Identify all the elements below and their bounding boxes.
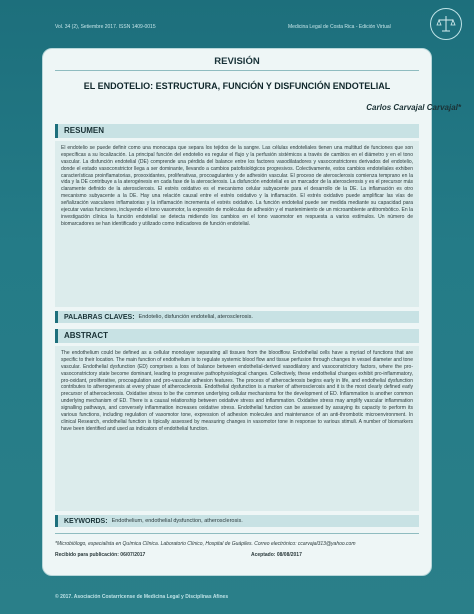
abstract-heading-band: [55, 329, 419, 343]
journal-issue: Vol. 34 (2), Setiembre 2017. ISSN 1409-0015: [55, 24, 156, 30]
abstract-heading: ABSTRACT: [64, 331, 108, 340]
justice-seal-icon: [430, 8, 462, 40]
resumen-heading-band: [55, 124, 419, 138]
journal-edition: Medicina Legal de Costa Rica - Edición Virtual: [288, 24, 391, 30]
divider: [55, 70, 419, 71]
abstract-block: [55, 346, 419, 511]
article-title: EL ENDOTELIO: ESTRUCTURA, FUNCIÓN Y DISFUNCIÓN ENDOTELIAL: [83, 81, 391, 91]
divider: [55, 533, 419, 534]
palabras-claves-label: PALABRAS CLAVES:: [64, 313, 135, 321]
palabras-claves-value: Endotelio, disfunción endotelial, aterosclerosis.: [138, 314, 253, 320]
resumen-text: El endotelio se puede definir como una monocapa que separa los tejidos de la sangre. Las células endoteliales tienen una multitud de funciones que son específicas a su localización. La principal función del endotelio es regular el flujo y la perfusión sistémicos a través de cambios en el diámetro y en el tono vascular. La disfunción endotelial (DE) comprende una pérdida del balance entre los factores vasodilatadores y vasoconstrictores derivados del endotelio, donde el estado vasoconstrictor llega a ser dominante, llevando a cambios patofisiológicos progresivos. Colectivamente, estos cambios endoteliales exhiben características proinflamatorias, proxoxidantes, proliferativas, procoagulantes y de adhesión vascular. El proceso de aterosclerosis comienza temprano en la vida y la DE contribuye a la aterogénesis en cada fase de la aterosclerosis. La disfunción endotelial es un marcador de la aterosclerosis y es el precursor más claramente definido de la aterosclerosis. El estrés oxidativo es el mecanismo celular subyacente para el desarrollo de la DE. La inflamación es otro mecanismo subyacente a la DE. Hay una relación causal entre el estrés oxidativo y la inflamación. El estrés oxidativo puede amplificar las vías de señalización vasculares inflamatorias y la inflamación incrementa el estrés oxidativo. La función endotelial puede ser medida mediante su capacidad para ejecutar varias funciones, incluyendo el tono vasomotor, la expresión de moléculas de adhesión y el mantenimiento de un microambiente antitrombótico. En la investigación clínica la función endotelial se detecta midiendo los cambios en el tono vasomotor en respuesta a varios estímulos. Un número de biomarcadores se han identificado y utilizado como indicadores de función endotelial.: [61, 145, 413, 227]
copyright-footer: © 2017. Asociación Costarricense de Medicina Legal y Disciplinas Afines: [55, 594, 229, 600]
accepted-date: Aceptado: 08/08/2017: [251, 552, 302, 558]
received-date: Recibido para publicación: 06/07/2017: [55, 552, 146, 558]
article-author: Carlos Carvajal Carvajal*: [366, 103, 461, 112]
keywords-label: KEYWORDS:: [64, 517, 108, 525]
resumen-heading: RESUMEN: [64, 126, 105, 135]
palabras-claves-bar: [55, 311, 419, 323]
abstract-text: The endothelium could be defined as a cellular monolayer separating all tissues from the bloodflow. Endothelial cells have a myriad of functions that are specific to their location. The main function of endothelium is to regulate systemic blood flow and tissue perfusion through changes in vessel diameter and tone vascular. Endothelial dysfunction (ED) comprises a loss of balance between endothelial-derived vasodilatory and vasoconstrictory factors, where the pro-vasoconstrictory state become dominant, leading to progressive pathophysiological changes. Collectively, these endothelial changes exhibit pro-inflammatory, pro-oxidant, proliferative, procoagulation and pro-vascular adhesion features. The process of atherosclerosis begins early in life, and endothelial dysfunction contributes to atherogenesis at every phase of atherosclerosis. Endothelial dysfunction is a marker of atherosclerosis and it is the most clearly defined early precursor of atherosclerosis. Oxidative stress to be the common underlying cellular mechanisms for the development of ED. Inflammation is another common underlying mechanism of ED. There is a causal relationship between oxidative stress and inflammation. Oxidative stress may amplify vascular inflammation signalling pathways, and conversely inflammation increases oxidative stress. Endothelial function can be assessed by assaying its capacity to perform its various functions, including regulation of vasomotor tone, expression of adhesion molecules and maintenance of an anti-thrombotic microenvironment. In clinical Research, endothelial function is tipically assessed by measuring changes in vasomotor tone in response to various stimuli. A number of biomarkers have been identified and used as indicators of endothelial function.: [61, 350, 413, 432]
resumen-block: [55, 141, 419, 307]
author-footnote: *Microbiólogo, especialista en Química Clínica. Laboratorio Clínico, Hospital de Guápiles. Correo electrónico: ccarvajal313@yahoo.com: [55, 541, 356, 547]
keywords-bar: [55, 515, 419, 527]
keywords-value: Endothelium, endothelial dysfunction, atherosclerosis.: [111, 518, 243, 524]
section-tag: REVISIÓN: [214, 56, 260, 67]
